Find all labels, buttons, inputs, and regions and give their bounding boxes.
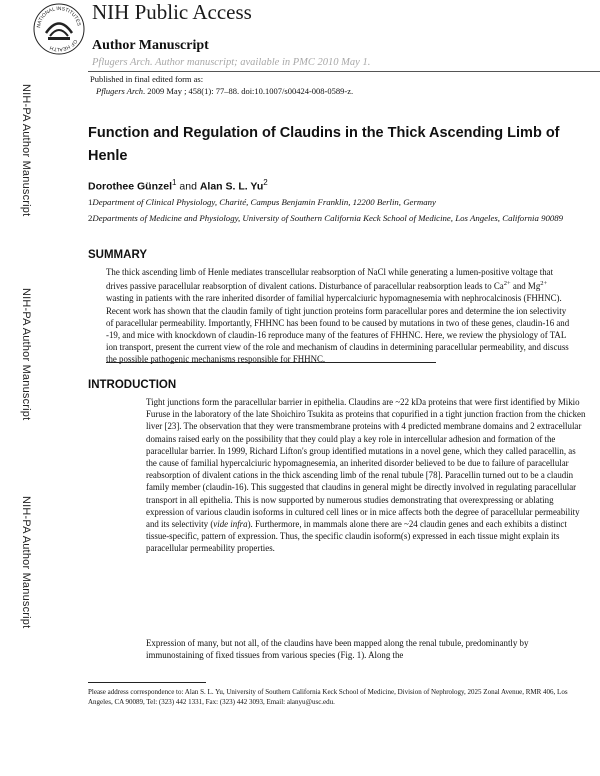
footnote-divider (88, 682, 206, 683)
affiliation-text: Departments of Medicine and Physiology, University of Southern California Keck School of Medicine, Los Angeles, California 90089 (92, 213, 564, 223)
affiliation-number: 2 (88, 213, 93, 223)
nih-public-access-title: NIH Public Access (92, 0, 252, 24)
nih-logo (32, 2, 86, 56)
author-name: Dorothee Günzel (88, 180, 173, 193)
citation (96, 86, 353, 96)
introduction-paragraph: Tight junctions form the paracellular barrier in epithelia. Claudins are ~22 kDa proteins that were first identified by Mikio Furuse in the laboratory of the late Shoichiro Tsukita as proteins that copurified in a tight junction fraction from the chicken liver [23]. The observation that they were transmembrane proteins with 4 predicted membrane domains and 2 extracellular domains raised early on the possibility that they could play a key role in intercellular adhesion and formation of the paracellular barrier. In 1999, Richard Lifton's group identified mutations in a novel gene, which they called paracellin, as the cause of familial hypercalciuric hypomagnesemia, an inherited disorder believed to be due to failure of paracellular reabsorption of divalent cations in the thick ascending limb of the renal tubule [78]. Paracellin turned out to be a claudin family member (claudin-16). This suggested that claudins in general might be directly involved in regulating paracellular transport in all epithelia. This is now supported by numerous studies demonstrating that overexpressing or ablating expression of various claudin isoforms in cultured cell lines or in mice affects both the degree of paracellular permeability and its selectivity (vide infra). Furthermore, in mammals alone there are ~24 claudin genes and each exhibits a distinct tissue-specific, pattern of expression. Thus, the specific claudin isoform(s) expressed in each tissue might explain its paracellular permeability properties. (146, 397, 586, 554)
header-divider (88, 71, 600, 72)
author-manuscript-label: Author Manuscript (92, 38, 209, 53)
summary-text: The thick ascending limb of Henle mediates transcellular reabsorption of NaCl while generating a lumen-positive voltage that drives passive paracellular reabsorption of divalent cations. Disturbance of paracellular reabsorption leads to $Ca^{2+}$ and $Mg^{2+}$ wasting in patients with the rare inherited disorder of familial hypercalciuric hypomagnesemia with nephrocalcinosis (FHHNC). Recent work has shown that the claudin family of tight junction proteins form paracellular pores and determine the ion selectivity of paracellular permeability. Importantly, FHHNC has been found to be caused by mutations in two of these genes, claudin-16 and -19, and mice with knockdown of claudin-16 reproduce many of the features of FHHNC. Here, we review the physiology of TAL ion transport, present the current view of the role and mechanism of claudins in determining paracellular permeability, and discuss the possible pathogenic mechanisms responsible for FHHNC. (106, 267, 570, 365)
side-watermark: NIH-PA Author Manuscript (20, 84, 32, 217)
side-watermark: NIH-PA Author Manuscript (20, 496, 32, 629)
citation-journal: Pflugers Arch (96, 86, 143, 96)
summary-heading: SUMMARY (88, 249, 147, 261)
author-name: Alan S. L. Yu (199, 180, 264, 193)
article-title: Function and Regulation of Claudins in the Thick Ascending Limb of Henle (88, 125, 560, 164)
author-separator: and (176, 180, 200, 193)
affiliation-marker: 1 (172, 178, 177, 187)
pmc-availability-note: Pflugers Arch. Author manuscript; available in PMC 2010 May 1. (92, 57, 371, 68)
svg-text:OF HEALTH: OF HEALTH (49, 37, 79, 53)
affiliation-number: 1 (88, 197, 93, 207)
affiliation-marker: 2 (263, 178, 268, 187)
affiliation (88, 196, 568, 209)
introduction-paragraph: Expression of many, but not all, of the claudins have been mapped along the renal tubule, predominantly by immunostaining of fixed tissues from various species (Fig. 1). Along the (146, 638, 529, 661)
affiliation (88, 212, 568, 225)
introduction-heading: INTRODUCTION (88, 379, 177, 391)
summary-divider (106, 362, 436, 363)
author-line (88, 178, 268, 193)
side-watermark: NIH-PA Author Manuscript (20, 288, 32, 421)
published-label: Published in final edited form as: (90, 74, 204, 84)
citation-details: . 2009 May ; 458(1): 77–88. doi:10.1007/s00424-008-0589-z. (142, 86, 354, 96)
affiliation-text: Department of Clinical Physiology, Charité, Campus Benjamin Franklin, 12200 Berlin, Germany (92, 197, 436, 207)
correspondence-footnote: Please address correspondence to: Alan S. L. Yu, University of Southern California Keck School of Medicine, Division of Nephrology, 2025 Zonal Avenue, RMR 406, Los Angeles, CA 90089, Tel: (323) 442 1331, Fax: (323) 442 3093, Email: alanyu@usc.edu. (88, 688, 568, 706)
svg-text:NATIONAL INSTITUTES: NATIONAL INSTITUTES (35, 5, 82, 29)
